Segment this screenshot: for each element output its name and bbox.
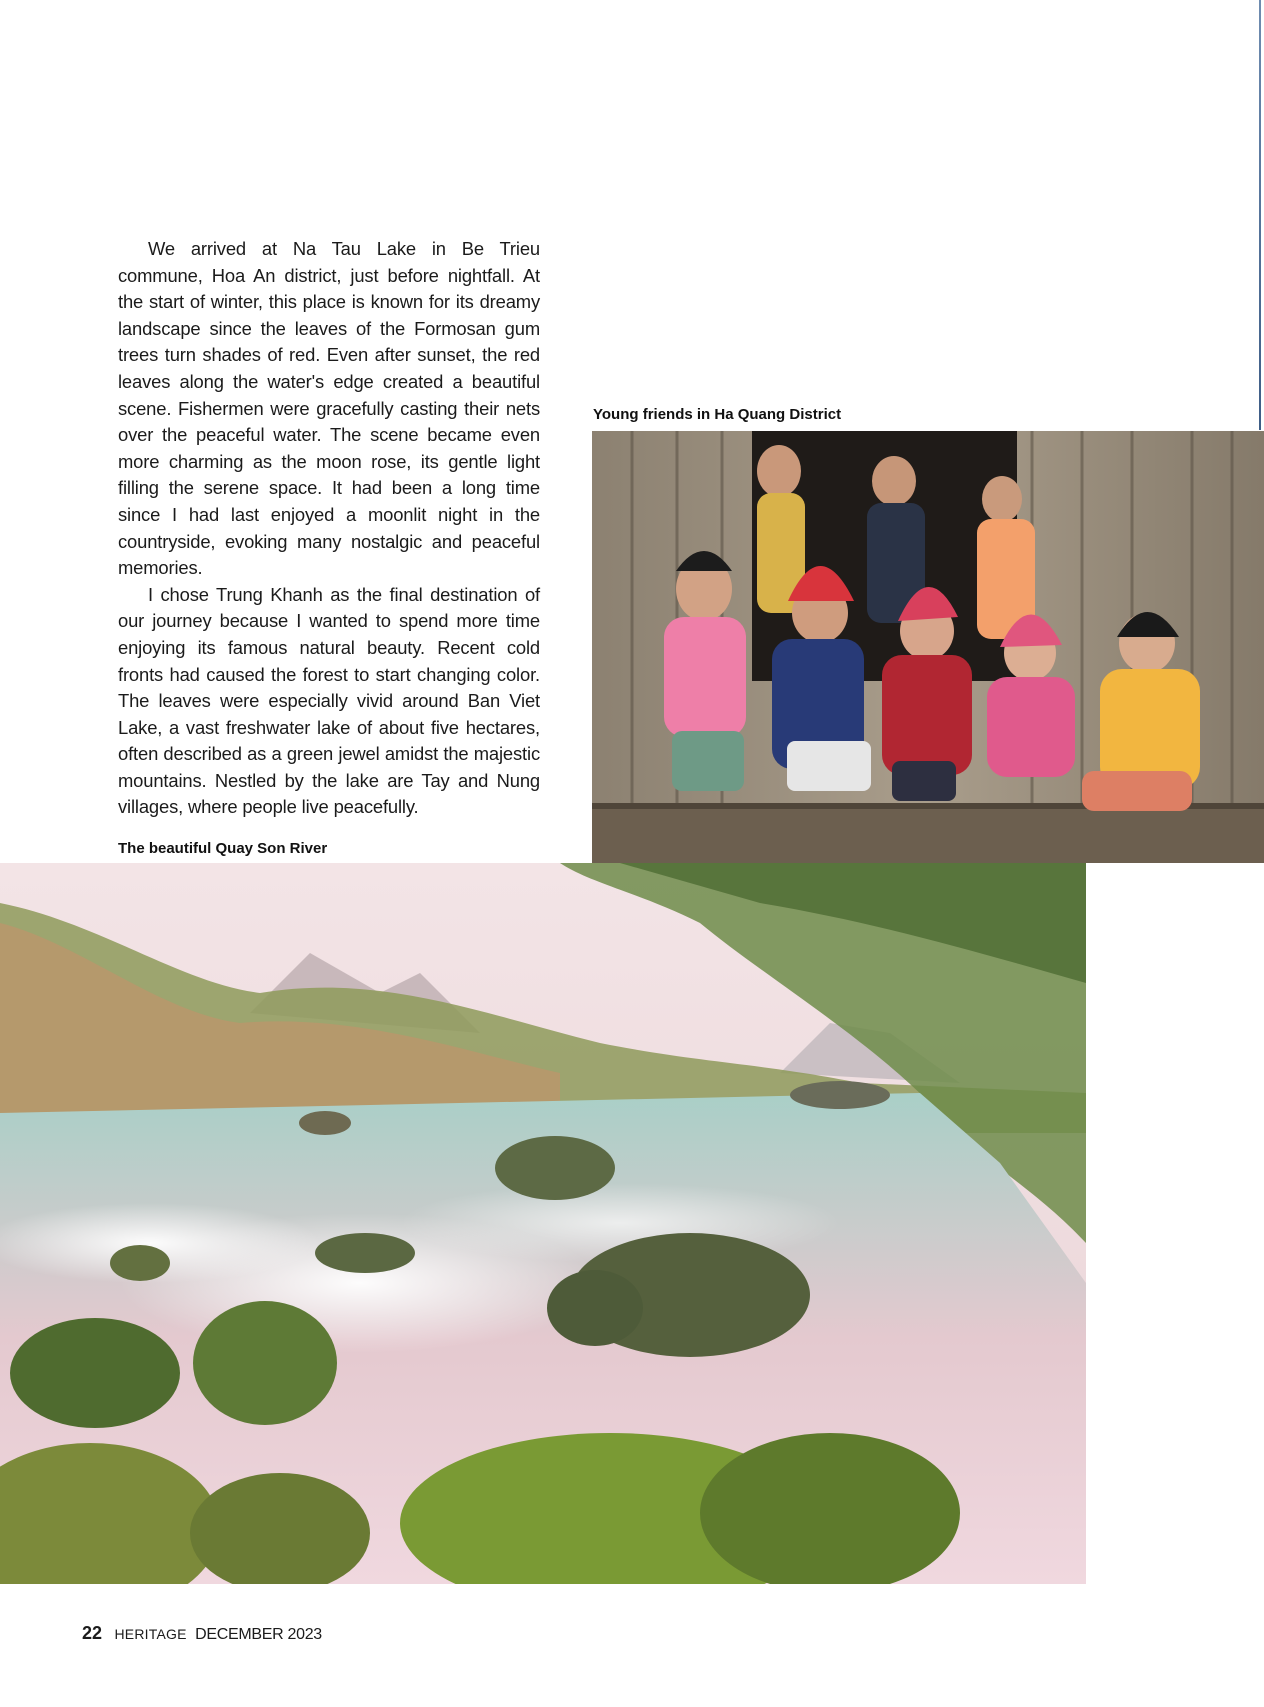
page-number: 22: [82, 1623, 103, 1643]
kids-photo-caption: Young friends in Ha Quang District: [593, 406, 842, 423]
magazine-name: HERITAGE: [114, 1626, 187, 1642]
issue-date: DECEMBER 2023: [195, 1626, 322, 1643]
river-photo: [0, 863, 1086, 1584]
page-edge-line: [1259, 0, 1261, 430]
article-paragraph: I chose Trung Khanh as the final destination of our journey because I wanted to spend more time enjoying its famous natural beauty. Recent cold fronts had caused the forest to start changing color. The leaves were especially vivid around Ban Viet Lake, a vast freshwater lake of about five hectares, often described as a green jewel amidst the majestic mountains. Nestled by the lake are Tay and Nung villages, where people live peacefully.: [118, 583, 540, 818]
children-photo: [592, 431, 1264, 863]
river-photo-caption: The beautiful Quay Son River: [118, 840, 328, 857]
page-footer: [82, 1623, 322, 1644]
article-paragraph: We arrived at Na Tau Lake in Be Trieu commune, Hoa An district, just before nightfall. At the start of winter, this place is known for its dreamy landscape since the leaves of the Formosan gum trees turn shades of red. Even after sunset, the red leaves along the water's edge created a beautiful scene. Fishermen were gracefully casting their nets over the peaceful water. The scene became even more charming as the moon rose, its gentle light filling the serene space. It had been a long time since I had last enjoyed a moonlit night in the countryside, evoking many nostalgic and peaceful memories.: [118, 238, 540, 579]
article-body: [118, 236, 540, 821]
